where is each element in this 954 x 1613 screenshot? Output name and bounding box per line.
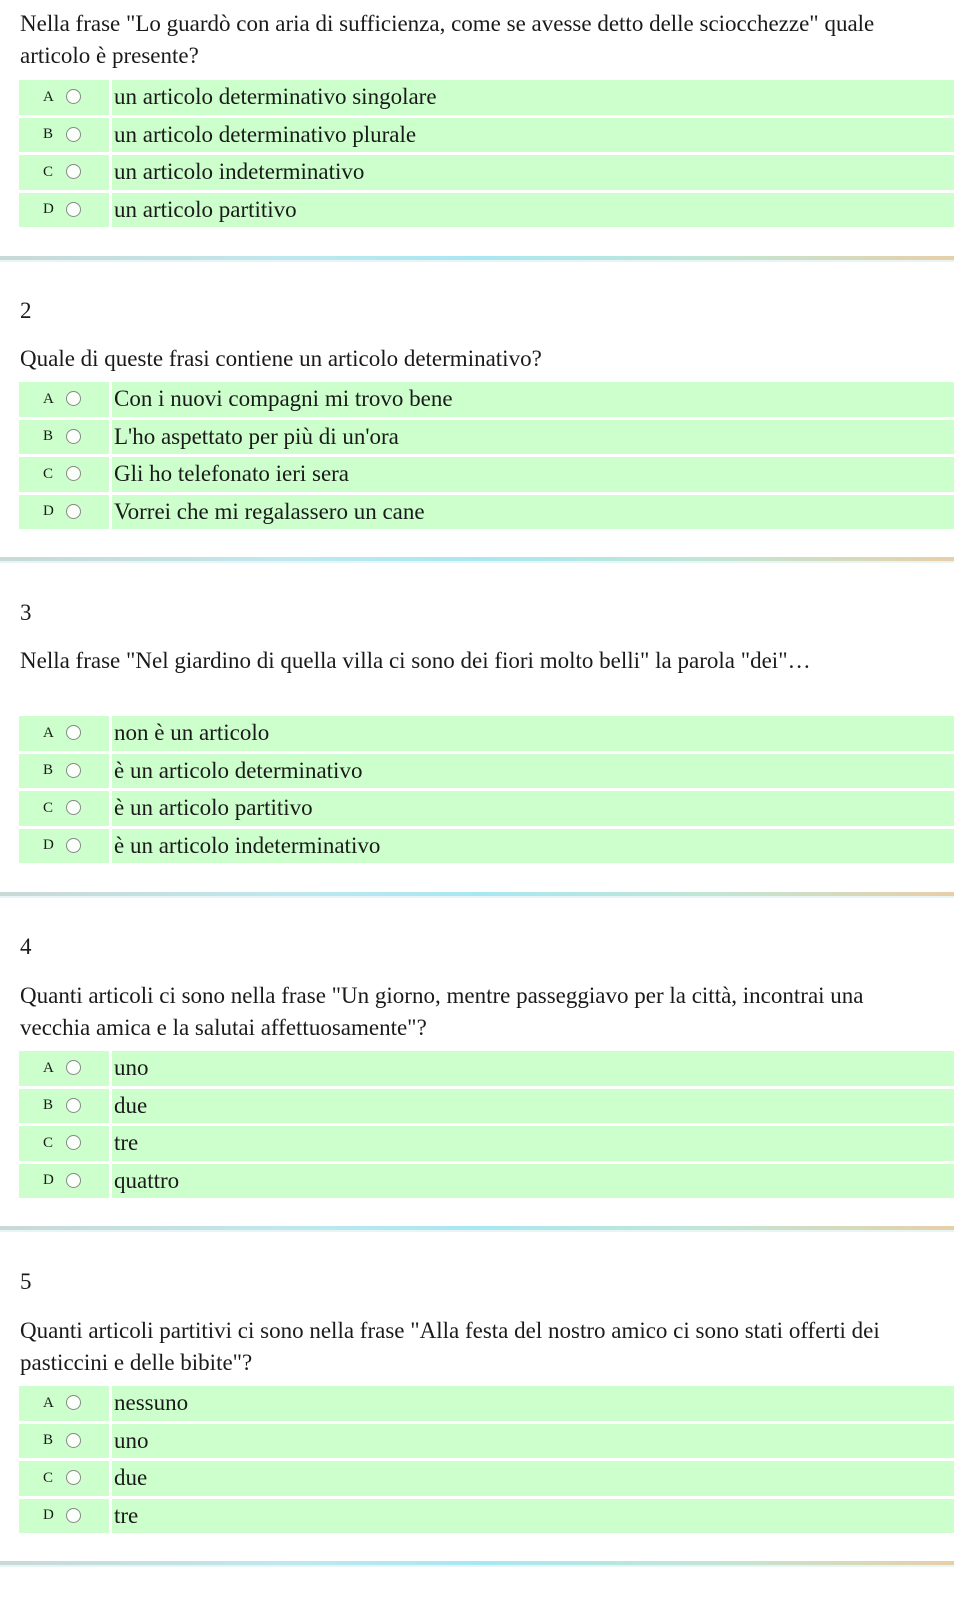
answer-option-b[interactable] bbox=[19, 118, 954, 153]
answer-option-b[interactable] bbox=[19, 754, 954, 789]
option-letter: B bbox=[43, 762, 54, 779]
radio-button[interactable] bbox=[66, 1060, 81, 1075]
answer-option-d[interactable] bbox=[19, 829, 954, 864]
radio-button[interactable] bbox=[66, 1395, 81, 1410]
option-label: non è un articolo bbox=[114, 720, 270, 746]
option-cell[interactable] bbox=[112, 382, 954, 417]
option-cell[interactable] bbox=[112, 457, 954, 492]
answer-options bbox=[19, 1386, 954, 1536]
option-cell[interactable] bbox=[112, 791, 954, 826]
answer-option-a[interactable] bbox=[19, 1051, 954, 1086]
option-letter: A bbox=[43, 390, 54, 407]
option-label: Vorrei che mi regalassero un cane bbox=[114, 498, 425, 524]
option-selector[interactable] bbox=[19, 1461, 109, 1496]
option-cell[interactable] bbox=[112, 118, 954, 153]
answer-options bbox=[19, 1051, 954, 1201]
option-cell[interactable] bbox=[112, 193, 954, 228]
option-label: un articolo determinativo singolare bbox=[114, 84, 437, 110]
option-label: tre bbox=[114, 1502, 139, 1528]
option-label: Gli ho telefonato ieri sera bbox=[114, 461, 350, 487]
radio-button[interactable] bbox=[66, 127, 81, 142]
option-letter: C bbox=[43, 163, 54, 180]
radio-button[interactable] bbox=[66, 1173, 81, 1188]
option-label: è un articolo determinativo bbox=[114, 757, 363, 783]
option-selector[interactable] bbox=[19, 420, 109, 455]
option-selector[interactable] bbox=[19, 80, 109, 115]
radio-button[interactable] bbox=[66, 838, 81, 853]
option-selector[interactable] bbox=[19, 1386, 109, 1421]
radio-button[interactable] bbox=[66, 504, 81, 519]
option-cell[interactable] bbox=[112, 1461, 954, 1496]
question-text: Quanti articoli partitivi ci sono nella frase "Alla festa del nostro amico ci sono stati offerti dei pasticcini e delle bibite"? bbox=[20, 1318, 880, 1375]
option-letter: D bbox=[43, 1172, 54, 1189]
radio-button[interactable] bbox=[66, 725, 81, 740]
answer-option-c[interactable] bbox=[19, 1461, 954, 1496]
question-text: Quanti articoli ci sono nella frase "Un giorno, mentre passeggiavo per la città, incontrai una vecchia amica e la salutai affettuosamente"? bbox=[20, 983, 864, 1040]
option-label: nessuno bbox=[114, 1390, 189, 1416]
option-selector[interactable] bbox=[19, 118, 109, 153]
option-cell[interactable] bbox=[112, 829, 954, 864]
option-letter: D bbox=[43, 503, 54, 520]
option-label: Con i nuovi compagni mi trovo bene bbox=[114, 386, 453, 412]
option-selector[interactable] bbox=[19, 1126, 109, 1161]
option-label: quattro bbox=[114, 1167, 180, 1193]
option-letter: D bbox=[43, 201, 54, 218]
answer-option-a[interactable] bbox=[19, 382, 954, 417]
question-text: Nella frase "Lo guardò con aria di sufficienza, come se avesse detto delle sciocchezze" quale articolo è presente? bbox=[20, 11, 875, 68]
option-cell[interactable] bbox=[112, 1126, 954, 1161]
option-selector[interactable] bbox=[19, 1051, 109, 1086]
option-letter: B bbox=[43, 428, 54, 445]
option-letter: C bbox=[43, 1134, 54, 1151]
option-label: è un articolo indeterminativo bbox=[114, 832, 381, 858]
answer-options bbox=[19, 382, 954, 532]
radio-button[interactable] bbox=[66, 800, 81, 815]
option-selector[interactable] bbox=[19, 716, 109, 751]
question-number: 5 bbox=[20, 1269, 32, 1294]
option-label: due bbox=[114, 1465, 148, 1491]
question-text: Nella frase "Nel giardino di quella villa ci sono dei fiori molto belli" la parola "dei"… bbox=[20, 648, 811, 673]
section-divider bbox=[0, 256, 954, 260]
radio-button[interactable] bbox=[66, 1433, 81, 1448]
radio-button[interactable] bbox=[66, 763, 81, 778]
option-letter: A bbox=[43, 1059, 54, 1076]
option-selector[interactable] bbox=[19, 829, 109, 864]
answer-option-c[interactable] bbox=[19, 1126, 954, 1161]
option-cell[interactable] bbox=[112, 155, 954, 190]
option-cell[interactable] bbox=[112, 1424, 954, 1459]
option-selector[interactable] bbox=[19, 155, 109, 190]
option-letter: D bbox=[43, 837, 54, 854]
answer-options bbox=[19, 80, 954, 230]
option-cell[interactable] bbox=[112, 1499, 954, 1534]
question-number: 4 bbox=[20, 934, 32, 959]
section-divider bbox=[0, 1561, 954, 1565]
radio-button[interactable] bbox=[66, 164, 81, 179]
section-divider bbox=[0, 557, 954, 561]
option-letter: C bbox=[43, 1469, 54, 1486]
option-letter: B bbox=[43, 126, 54, 143]
option-label: uno bbox=[114, 1427, 149, 1453]
question-number: 2 bbox=[20, 298, 32, 323]
option-selector[interactable] bbox=[19, 791, 109, 826]
answer-option-d[interactable] bbox=[19, 1164, 954, 1199]
answer-option-c[interactable] bbox=[19, 791, 954, 826]
answer-option-c[interactable] bbox=[19, 155, 954, 190]
option-letter: A bbox=[43, 724, 54, 741]
option-letter: C bbox=[43, 465, 54, 482]
option-selector[interactable] bbox=[19, 1424, 109, 1459]
answer-option-d[interactable] bbox=[19, 193, 954, 228]
option-label: un articolo indeterminativo bbox=[114, 159, 365, 185]
option-label: un articolo partitivo bbox=[114, 196, 297, 222]
option-cell[interactable] bbox=[112, 754, 954, 789]
question-text: Quale di queste frasi contiene un articolo determinativo? bbox=[20, 346, 542, 371]
radio-button[interactable] bbox=[66, 466, 81, 481]
radio-button[interactable] bbox=[66, 391, 81, 406]
option-label: è un articolo partitivo bbox=[114, 795, 313, 821]
option-selector[interactable] bbox=[19, 457, 109, 492]
answer-option-b[interactable] bbox=[19, 1424, 954, 1459]
option-cell[interactable] bbox=[112, 1089, 954, 1124]
option-label: L'ho aspettato per più di un'ora bbox=[114, 423, 399, 449]
radio-button[interactable] bbox=[66, 1470, 81, 1485]
option-letter: B bbox=[43, 1432, 54, 1449]
option-selector[interactable] bbox=[19, 495, 109, 530]
answer-options bbox=[19, 716, 954, 866]
option-selector[interactable] bbox=[19, 382, 109, 417]
option-selector[interactable] bbox=[19, 1164, 109, 1199]
answer-option-a[interactable] bbox=[19, 1386, 954, 1421]
option-selector[interactable] bbox=[19, 1089, 109, 1124]
option-cell[interactable] bbox=[112, 1051, 954, 1086]
answer-option-a[interactable] bbox=[19, 80, 954, 115]
option-cell[interactable] bbox=[112, 1386, 954, 1421]
answer-option-b[interactable] bbox=[19, 420, 954, 455]
option-cell[interactable] bbox=[112, 495, 954, 530]
answer-option-a[interactable] bbox=[19, 716, 954, 751]
question-number: 3 bbox=[20, 600, 32, 625]
option-letter: A bbox=[43, 1394, 54, 1411]
option-cell[interactable] bbox=[112, 420, 954, 455]
option-cell[interactable] bbox=[112, 716, 954, 751]
option-selector[interactable] bbox=[19, 1499, 109, 1534]
option-label: un articolo determinativo plurale bbox=[114, 121, 417, 147]
radio-button[interactable] bbox=[66, 429, 81, 444]
answer-option-d[interactable] bbox=[19, 1499, 954, 1534]
section-divider bbox=[0, 892, 954, 896]
option-letter: C bbox=[43, 799, 54, 816]
section-divider bbox=[0, 1226, 954, 1230]
option-label: tre bbox=[114, 1130, 139, 1156]
option-selector[interactable] bbox=[19, 754, 109, 789]
radio-button[interactable] bbox=[66, 1508, 81, 1523]
radio-button[interactable] bbox=[66, 202, 81, 217]
radio-button[interactable] bbox=[66, 1135, 81, 1150]
answer-option-d[interactable] bbox=[19, 495, 954, 530]
option-letter: A bbox=[43, 88, 54, 105]
option-selector[interactable] bbox=[19, 193, 109, 228]
option-label: due bbox=[114, 1092, 148, 1118]
answer-option-c[interactable] bbox=[19, 457, 954, 492]
radio-button[interactable] bbox=[66, 1098, 81, 1113]
option-label: uno bbox=[114, 1055, 149, 1081]
option-letter: D bbox=[43, 1507, 54, 1524]
option-letter: B bbox=[43, 1097, 54, 1114]
answer-option-b[interactable] bbox=[19, 1089, 954, 1124]
radio-button[interactable] bbox=[66, 89, 81, 104]
option-cell[interactable] bbox=[112, 1164, 954, 1199]
option-cell[interactable] bbox=[112, 80, 954, 115]
